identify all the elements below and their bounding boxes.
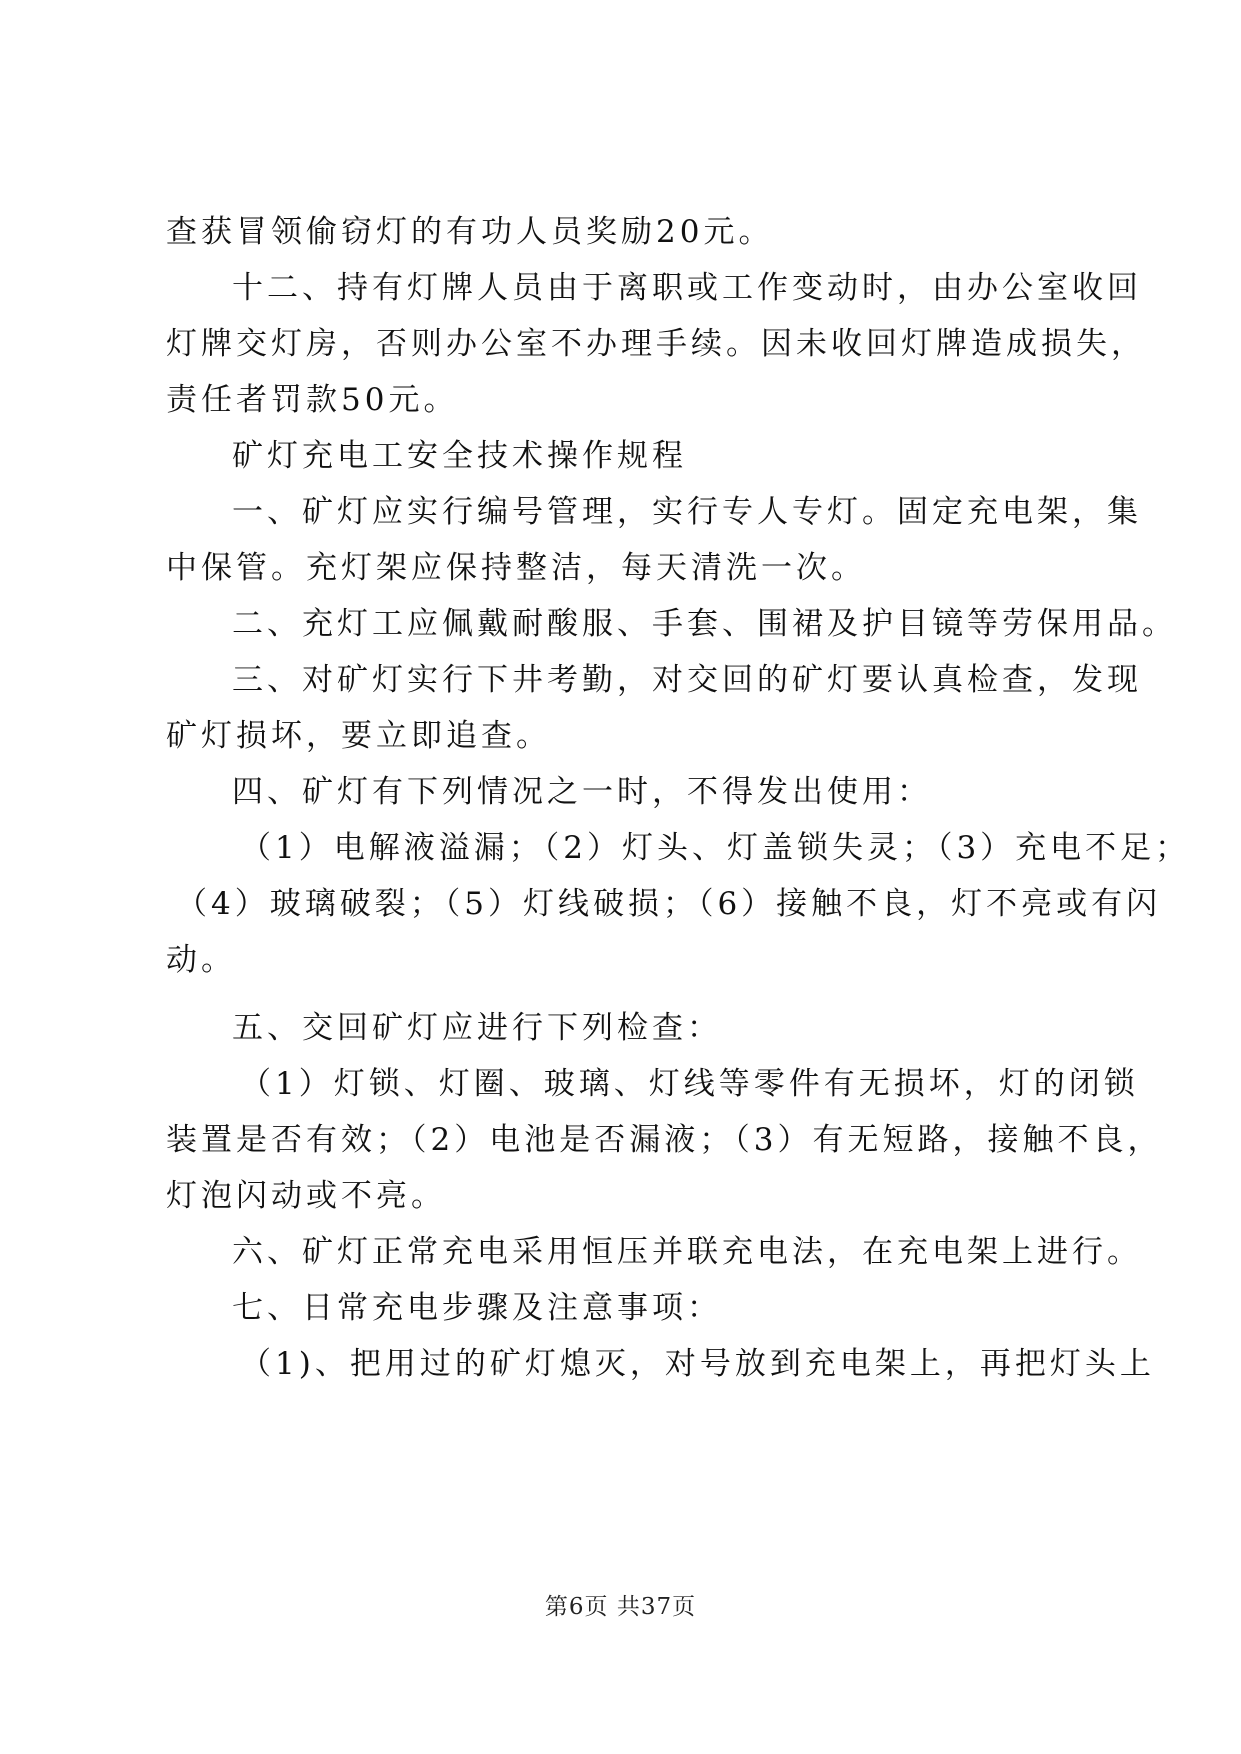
text-line-4: 责任者罚款50元。 xyxy=(166,382,459,418)
text-line-17: 装置是否有效；（2）电池是否漏液；（3）有无短路，接触不良， xyxy=(166,1122,1163,1158)
section-heading: 矿灯充电工安全技术操作规程 xyxy=(232,438,687,474)
text-line-14: 动。 xyxy=(166,942,236,978)
text-line-2: 十二、持有灯牌人员由于离职或工作变动时，由办公室收回 xyxy=(232,270,1142,306)
page-number-footer: 第6页 共37页 xyxy=(544,1594,697,1620)
text-line-15: 五、交回矿灯应进行下列检查： xyxy=(232,1010,722,1046)
text-line-21: （1)、把用过的矿灯熄灭，对号放到充电架上，再把灯头上 xyxy=(240,1346,1155,1382)
text-line-13: （4）玻璃破裂；（5）灯线破损；（6）接触不良，灯不亮或有闪 xyxy=(176,886,1162,922)
text-line-8: 二、充灯工应佩戴耐酸服、手套、围裙及护目镜等劳保用品。 xyxy=(232,606,1177,642)
text-line-6: 一、矿灯应实行编号管理，实行专人专灯。固定充电架，集 xyxy=(232,494,1142,530)
text-line-10: 矿灯损坏，要立即追查。 xyxy=(166,718,551,754)
text-line-19: 六、矿灯正常充电采用恒压并联充电法，在充电架上进行。 xyxy=(232,1234,1142,1270)
text-line-3: 灯牌交灯房，否则办公室不办理手续。因未收回灯牌造成损失， xyxy=(166,326,1146,362)
text-line-7: 中保管。充灯架应保持整洁，每天清洗一次。 xyxy=(166,550,866,586)
text-line-20: 七、日常充电步骤及注意事项： xyxy=(232,1290,722,1326)
text-line-9: 三、对矿灯实行下井考勤，对交回的矿灯要认真检查，发现 xyxy=(232,662,1142,698)
text-line-12: （1）电解液溢漏；（2）灯头、灯盖锁失灵；（3）充电不足； xyxy=(240,830,1191,866)
text-line-18: 灯泡闪动或不亮。 xyxy=(166,1178,446,1214)
text-line-11: 四、矿灯有下列情况之一时，不得发出使用： xyxy=(232,774,932,810)
text-line-1: 查获冒领偷窃灯的有功人员奖励20元。 xyxy=(166,214,774,250)
text-line-16: （1）灯锁、灯圈、玻璃、灯线等零件有无损坏，灯的闭锁 xyxy=(240,1066,1139,1102)
